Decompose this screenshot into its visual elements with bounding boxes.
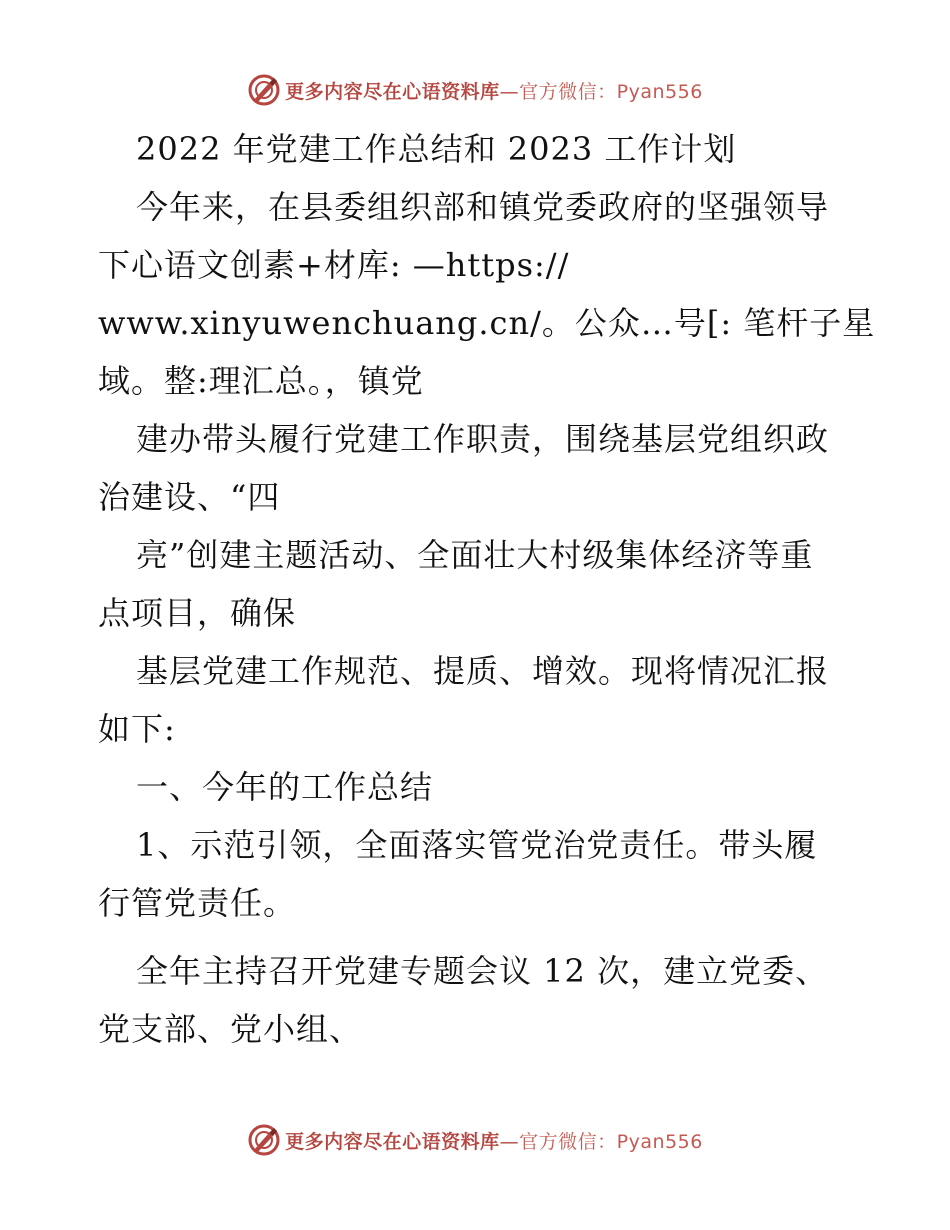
doc-line: www.xinyuwenchuang.cn/。公众…号[: 笔杆子星 [98,304,876,342]
header-banner [0,70,950,110]
doc-line: 治建设、“四 [98,478,281,516]
doc-line: 点项目，确保 [98,594,297,632]
doc-line: 建办带头履行党建工作职责，围绕基层党组织政 [136,420,830,458]
doc-line: 党支部、党小组、 [98,1010,363,1048]
doc-line: 今年来，在县委组织部和镇党委政府的坚强领导 [136,188,830,226]
banner-dash: — [499,1130,520,1153]
section-heading: 一、今年的工作总结 [136,768,434,806]
doc-line: 全年主持召开党建专题会议 12 次，建立党委、 [136,952,829,990]
doc-line: 基层党建工作规范、提质、增效。现将情况汇报 [136,652,830,690]
doc-line: 1、示范引领，全面落实管党治党责任。带头履 [136,826,818,864]
banner-dash: — [499,80,520,103]
doc-line: 下心语文创素+材库: —https:// [98,246,570,284]
footer-banner [0,1120,950,1160]
banner-main-text: 更多内容尽在心语资料库 [285,80,500,103]
banner-wechat-text: 官方微信：Pyan556 [519,1130,703,1153]
doc-line: 如下: [98,710,176,748]
doc-line: 亮”创建主题活动、全面壮大村级集体经济等重 [136,536,814,574]
doc-line: 行管党责任。 [98,884,297,922]
banner-main-text: 更多内容尽在心语资料库 [285,1130,500,1153]
paragraph-gap [98,932,858,942]
doc-title: 2022 年党建工作总结和 2023 工作计划 [136,130,737,168]
document-body [98,120,876,1058]
pen-logo-icon [247,73,281,107]
pen-logo-icon [247,1123,281,1157]
doc-line: 域。整:理汇总。，镇党 [98,362,424,400]
banner-wechat-text: 官方微信：Pyan556 [519,80,703,103]
